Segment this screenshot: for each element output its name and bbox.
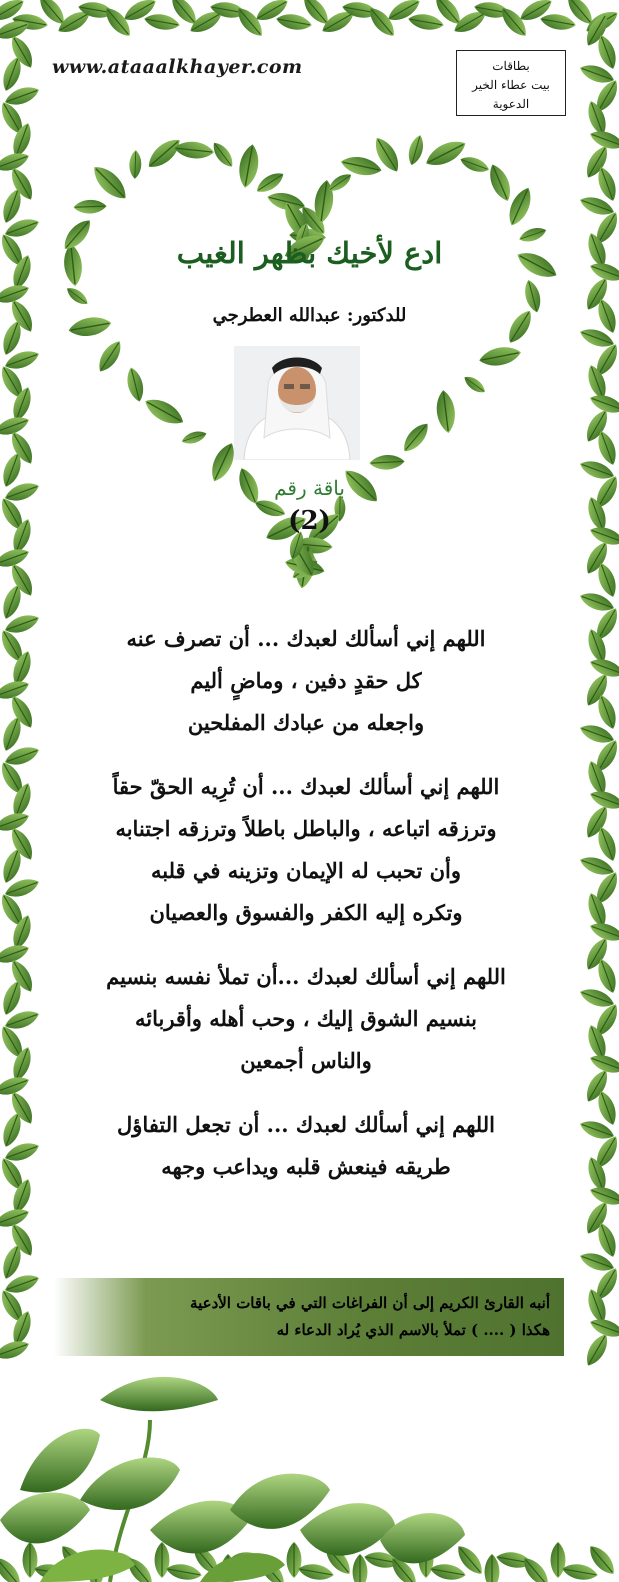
border-leaf [275,12,313,33]
heart-leaf [478,344,523,369]
prayer-line: اللهم إني أسألك لعبدك ... أن تُرِيه الحقّ حقاً [112,774,500,799]
prayer-line: اللهم إني أسألك لعبدك ... أن تجعل التفاؤل [117,1112,495,1137]
prayer-paragraph [60,956,552,1082]
heart-leaf [73,199,107,214]
prayer-line: طريقه فينعش قلبه ويداعب وجهه [161,1154,451,1179]
page-title: ادع لأخيك بظهر الغيب [176,236,443,270]
prayer-line: واجعله من عبادك المفلحين [187,710,425,735]
heart-leaf [236,143,262,189]
bouquet-label: باقة رقم [274,476,345,500]
heart-leaf [209,139,237,170]
bouquet-number: (2) [288,506,331,536]
heart-leaf [369,454,405,470]
site-url[interactable]: www.ataaalkhayer.com [52,56,303,78]
prayer-line: وأن تحبب له الإيمان وتزينه في قلبه [150,858,462,883]
heart-leaf [88,161,132,205]
prayer-line: اللهم إني أسألك لعبدك ... أن تصرف عنه [126,626,486,651]
prayer-line: اللهم إني أسألك لعبدك ...أن تملأ نفسه بنسيم [106,964,506,989]
prayer-paragraph [60,618,552,744]
heart-leaf [461,373,487,396]
heart-leaf [173,140,215,161]
heart-leaf [399,419,434,456]
heart-leaf [143,134,185,173]
prayers-list [60,618,552,1210]
note-line-2: هكذا ( .... ) تملأ بالاسم الذي يُراد الدعاء له [276,1321,550,1339]
prayer-line: والناس أجمعين [240,1048,372,1073]
border-leaf [407,12,445,33]
reader-note-banner [54,1278,564,1356]
logo-line-3: الدعوية [492,97,530,111]
prayer-paragraph [60,766,552,934]
heart-leaf [141,393,187,430]
heart-leaf [405,133,426,167]
logo-line-1: بطاقات [492,59,530,73]
note-line-1: أنبه القارئ الكريم إلى أن الفراغات التي في باقات الأدعية [190,1294,550,1312]
prayer-line: بنسيم الشوق إليك ، وحب أهله وأقربائه [134,1006,478,1031]
publisher-logo [456,50,566,116]
prayer-line: وتكره إليه الكفر والفسوق والعصيان [149,900,463,925]
border-leaf [539,12,577,33]
bottom-plants-decoration [0,1360,619,1582]
heart-leaf [458,153,491,175]
heart-leaf [129,150,142,179]
author-name: للدكتور: عبدالله العطرجي [212,305,407,326]
prayer-line: كل حقدٍ دفين ، وماضٍ أليم [190,668,422,693]
heart-leaf [485,161,516,204]
heart-leaf [253,169,287,197]
heart-leaf [124,366,147,404]
heart-leaf [422,135,469,171]
prayer-line: وترزقه اتباعه ، والباطل باطلاً وترزقه اجتنابه [115,816,497,841]
heart-leaf [434,389,457,434]
logo-line-2: بيت عطاء الخير [472,78,550,92]
author-photo [234,346,360,460]
border-leaf [143,12,181,33]
prayer-paragraph [60,1104,552,1188]
heart-leaf [94,337,126,375]
heart-leaf [180,428,208,446]
